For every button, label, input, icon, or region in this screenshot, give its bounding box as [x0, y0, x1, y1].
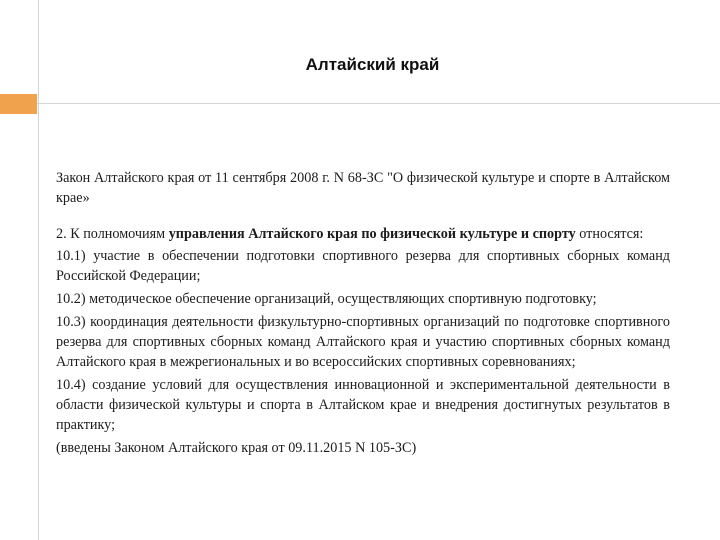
- list-item: 10.1) участие в обеспечении подготовки спортивного резерва для спортивных сборных команд Российской Федерации;: [56, 248, 670, 284]
- frame-horizontal-line: [0, 103, 720, 104]
- list-item: 10.4) создание условий для осуществления инновационной и экспериментальной деятельности в области физической культуры и спорта в Алтайском крае и внедрения достигнутых результатов в практику;: [56, 377, 670, 433]
- article-bold-text: управления Алтайского края по физической культуре и спорту: [168, 226, 576, 242]
- accent-block: [0, 94, 37, 114]
- article-prefix: 2. К полномочиям: [56, 226, 169, 242]
- law-intro: Закон Алтайского края от 11 сентября 2008 г. N 68-ЗС "О физической культуре и спорте в Алтайском крае»: [56, 170, 670, 206]
- slide-title: Алтайский край: [305, 55, 440, 74]
- article-suffix: относятся:: [575, 226, 644, 242]
- article-heading: [56, 224, 670, 244]
- list-item: 10.3) координация деятельности физкультурно-спортивных организаций по подготовке спортивного резерва для спортивных сборных команд Алтайского края и участию спортивных сборных команд Алтайского края в межрегиональных и во всероссийских спортивных соревнованиях;: [56, 314, 670, 370]
- list-item: 10.2) методическое обеспечение организаций, осуществляющих спортивную подготовку;: [56, 291, 597, 307]
- frame-vertical-line: [38, 0, 39, 540]
- amendment-note: (введены Законом Алтайского края от 09.11.2015 N 105-ЗС): [56, 440, 417, 456]
- slide-body: [56, 168, 670, 461]
